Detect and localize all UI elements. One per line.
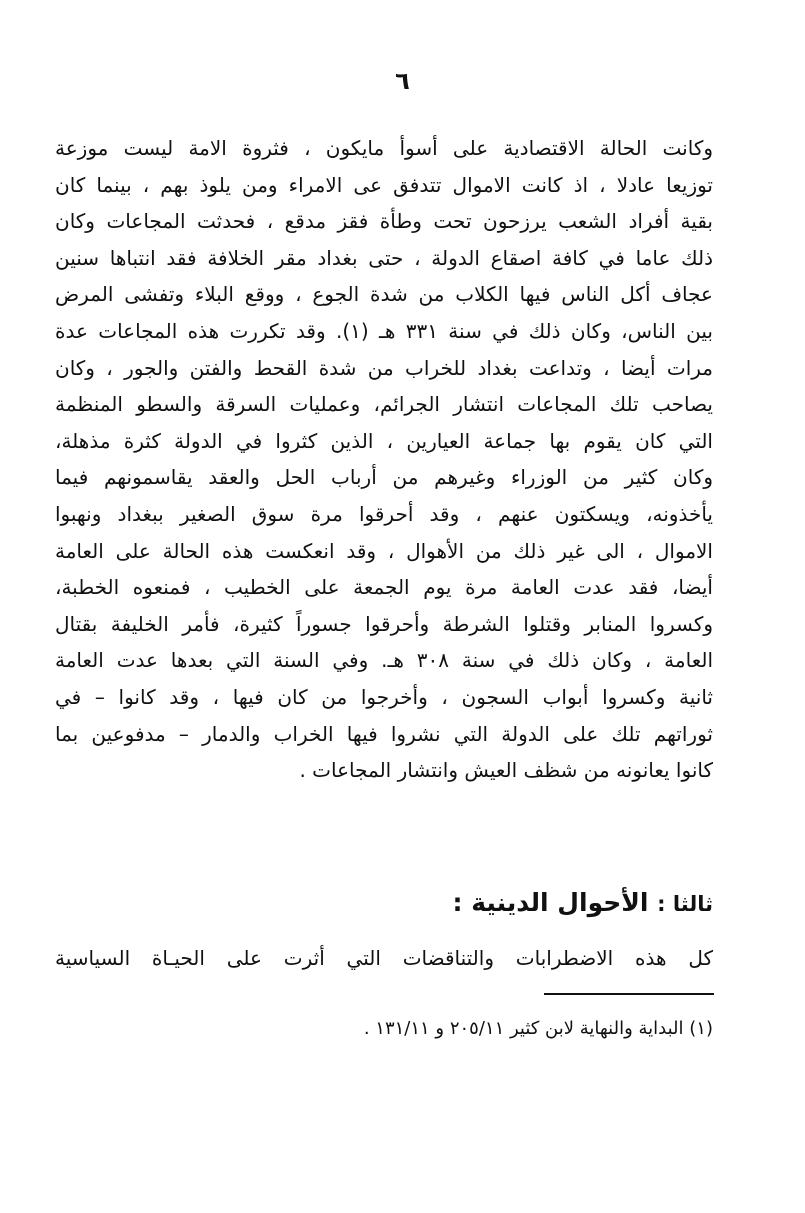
paragraph-line: عجاف أكل الناس فيها الكلاب من شدة الجوع ، ووقع البلاء وتفشى المرض (55, 282, 713, 307)
paragraph-line: ثانية وكسروا أبواب السجون ، وأخرجوا من كان فيها ، وقد كانوا – في (55, 684, 713, 709)
paragraph-line: وكان كثير من الوزراء وغيرهم من أرباب الحل والعقد يقاسمونهم فيما (55, 465, 713, 490)
section-heading (55, 884, 713, 923)
page-number: ٦ (395, 67, 410, 95)
section-heading-title: الأحوال الدينية (471, 888, 649, 917)
paragraph-line: الاموال ، الى غير ذلك من الأهوال ، وقد انعكست هذه الحالة على العامة (55, 538, 713, 563)
paragraph-line: ثوراتهم تلك على الدولة التي نشروا فيها الخراب والدمار – مدفوعين بما (55, 721, 713, 746)
paragraph-line: ذلك عاما في كافة اصقاع الدولة ، حتى بغداد مقر الخلافة فقد انتباها سنين (55, 245, 713, 270)
section-heading-lead: ثالثا : (657, 892, 713, 916)
paragraph-line: وكسروا المنابر وقتلوا الشرطة وأحرقوا جسوراً كثيرة، فأمر الخليفة بقتال (55, 611, 713, 636)
paragraph-line: أيضا، فقد عدت العامة مرة يوم الجمعة على الخطيب ، فمنعوه الخطبة، (55, 575, 713, 600)
paragraph-line: مرات أيضا ، وتداعت بغداد للخراب من شدة القحط والفتن والجور ، وكان (55, 355, 713, 380)
paragraph-line: يأخذونه، ويسكتون عنهم ، وقد أحرقوا مرة سوق الصغير ببغداد ونهبوا (55, 501, 713, 526)
paragraph-line: يصاحب تلك المجاعات انتشار الجرائم، وعمليات السرقة والسطو المنظمة (55, 392, 713, 417)
section-heading-colon: : (452, 888, 463, 917)
paragraph-line: بقية أفراد الشعب يرزحون تحت وطأة فقز مدقع ، فحدثت المجاعات وكان (55, 209, 713, 234)
footnote: (١) البداية والنهاية لابن كثير ٢٠٥/١١ و ١٣١/١١ . (363, 1018, 713, 1039)
paragraph-line: بين الناس، وكان ذلك في سنة ٣٣١ هـ (١). وقد تكررت هذه المجاعات عدة (55, 318, 713, 343)
main-paragraph (55, 130, 713, 789)
paragraph-line: وكانت الحالة الاقتصادية على أسوأ مايكون ، فثروة الامة ليست موزعة (55, 136, 713, 160)
paragraph-last-line: كانوا يعانونه من شظف العيش وانتشار المجاعات . (299, 758, 713, 783)
footnote-divider (544, 993, 714, 995)
paragraph-line: التي كان يقوم بها جماعة العيارين ، الذين كثروا في الدولة كثرة مذهلة، (55, 428, 713, 453)
paragraph-line: العامة ، وكان ذلك في سنة ٣٠٨ هـ. وفي السنة التي بعدها عدت العامة (55, 648, 713, 673)
paragraph-line: توزيعا عادلا ، اذ كانت الاموال تتدفق عى الامراء ومن يلوذ بهم ، بينما كان (55, 172, 713, 197)
section-first-line: كل هذه الاضطرابات والتناقضات التي أثرت على الحيـاة السياسية (55, 946, 713, 970)
